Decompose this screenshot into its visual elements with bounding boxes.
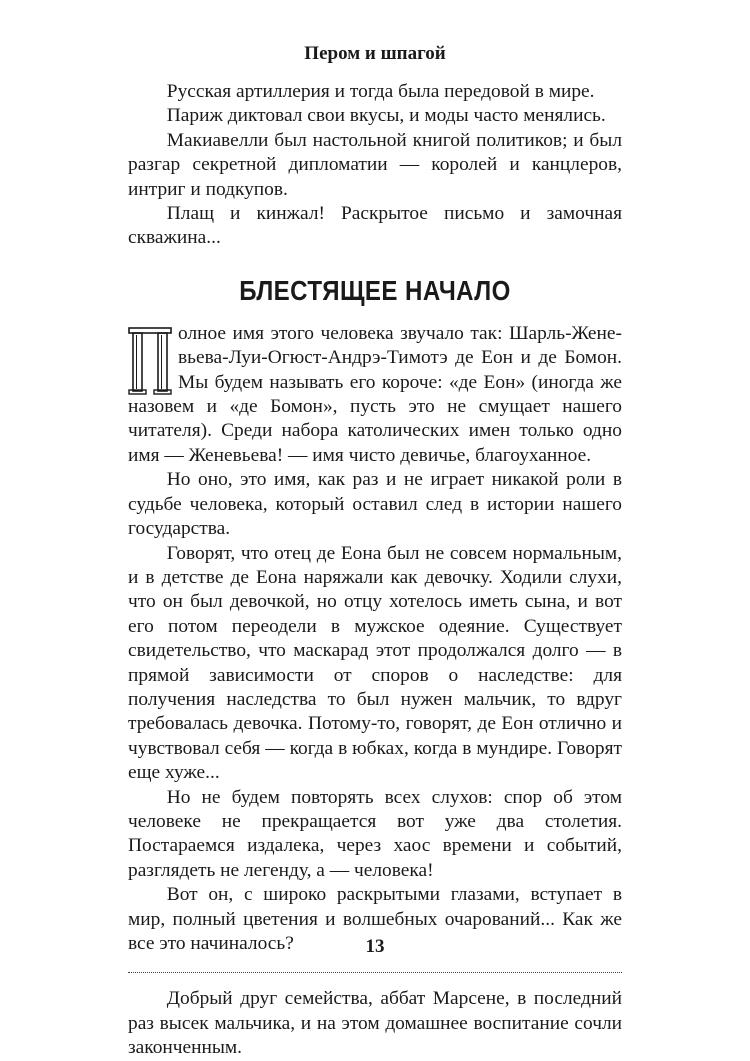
intro-paragraph-1: Русская артиллерия и тогда была передовой в мире.	[166, 81, 595, 102]
body-paragraph-1: Но оно, это имя, как раз и не играет никакой роли в судьбе человека, который оставил след в истории нашего государства.	[128, 469, 622, 540]
book-page	[128, 28, 622, 1061]
body-paragraph-3: Но не будем повторять всех слухов: спор об этом человеке не прекращается вот уже два столетия. Постараемся издалека, через хаос времени и событий, разглядеть не легенду, а — человека!	[128, 786, 622, 881]
chapter-title: БЛЕСТЯЩЕЕ НАЧАЛО	[239, 274, 511, 306]
running-head: Пером и шпагой	[304, 43, 446, 64]
dropcap-letter	[128, 327, 172, 395]
intro-paragraph-3: Макиавелли был настольной книгой политиков; и был разгар секретной дипломатии — королей и канцлеров, интриг и подкупов.	[128, 129, 622, 200]
intro-paragraph-2: Париж диктовал свои вкусы, и моды часто менялись.	[166, 105, 606, 127]
page-number: 13	[365, 936, 385, 957]
section-divider	[128, 972, 622, 973]
intro-paragraph-4: Плащ и кинжал! Раскрытое письмо и замочная скважина...	[128, 203, 622, 249]
body-paragraph-2: Говорят, что отец де Еона был не совсем нормальным, и в детстве де Еона наряжали как девочку. Ходили слухи, что он был девочкой, но отцу хотелось иметь сына, и вот его потом переодели в мужское одеяние. Существует свидетельство, что маскарад этот продолжался долго — в прямой зависимости от споров о наследстве: для получения наследства то был нужен мальчик, то вдруг требовалась девочка. Потому-то, говорят, де Еон отлично и чувствовал себя — когда в юбках, когда в мундире. Говорят еще хуже...	[128, 542, 622, 784]
first-paragraph	[128, 322, 622, 468]
dropcap-pe-icon	[128, 327, 172, 395]
body-paragraph-4: Вот он, с широко раскрытыми глазами, вступает в мир, полный цветения и волшебных очарований... Как же все это начиналось?	[128, 884, 622, 954]
after-divider-paragraph: Добрый друг семейства, аббат Марсене, в последний раз высек мальчика, и на этом домашнее воспитание сочли законченным.	[128, 988, 622, 1059]
first-paragraph-text: олное имя этого человека звучало так: Шарль-Женевьева-Луи-Огюст-Андрэ-Тимотэ де Еон и де Бомон. Мы будем называть его короче: «де Еон» (иногда же назовем и «де Бомон», пусть это не смущает нашего читателя). Среди набора католических имен только одно имя — Женевьева! — имя чисто девичье, благоуханное.	[128, 322, 622, 466]
